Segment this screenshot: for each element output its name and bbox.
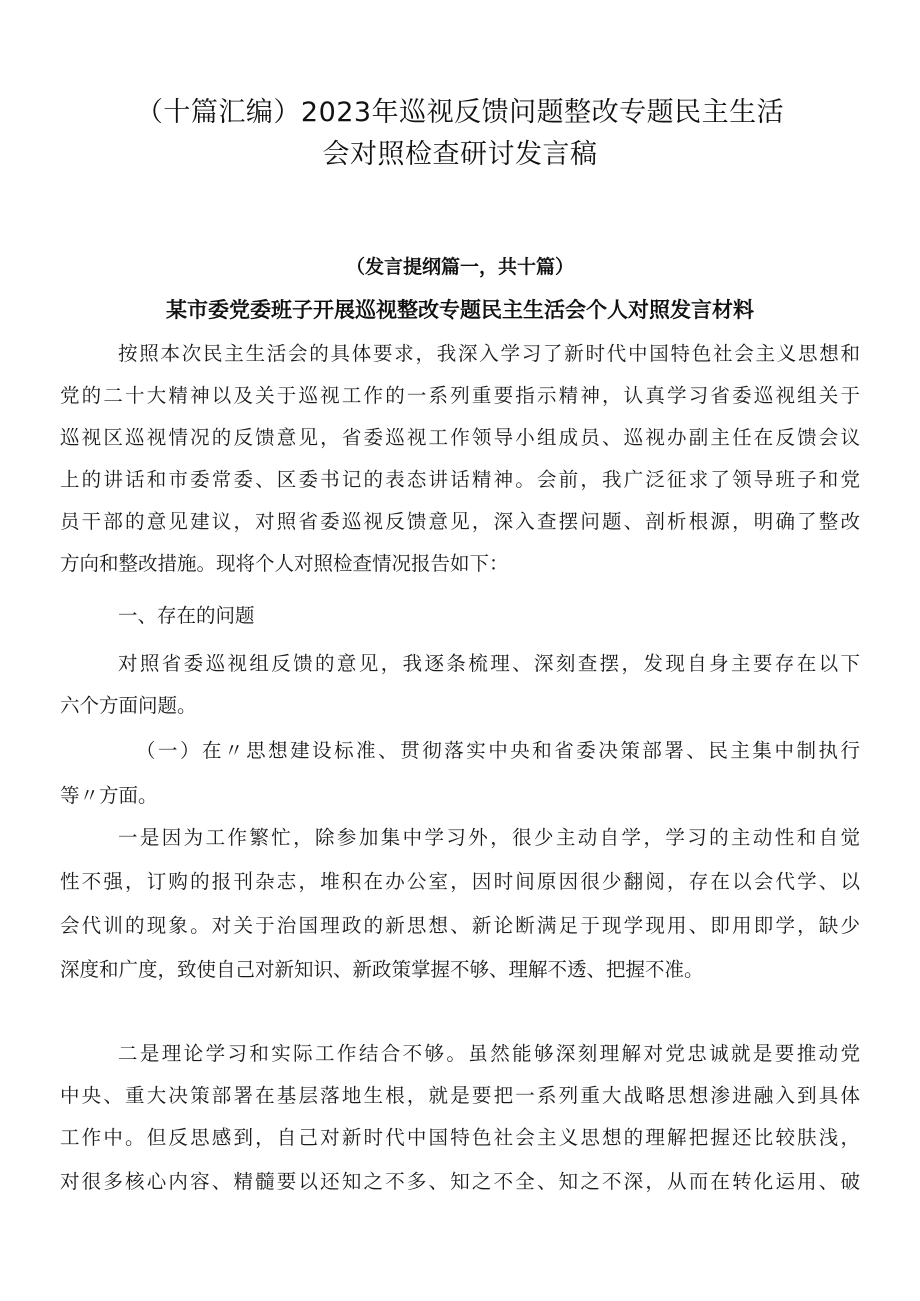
paragraph-1-line-1: 按照本次民主生活会的具体要求，我深入学习了新时代中国特色社会主义思想和 [118, 342, 860, 365]
subsection-1-line-1: （一）在〃思想建设标准、贯彻落实中央和省委决策部署、民主集中制执行 [136, 739, 860, 762]
paragraph-3-line-4: 深度和广度，致使自己对新知识、新政策掌握不够、理解不透、把握不准。 [60, 958, 704, 981]
subsection-1-line-2: 等〃方面。 [60, 784, 158, 807]
paragraph-2-line-1: 对照省委巡视组反馈的意见，我逐条梳理、深刻查摆，发现自身主要存在以下 [118, 652, 860, 675]
paragraph-4-line-4: 对很多核心内容、精髓要以还知之不多、知之不全、知之不深，从而在转化运用、破 [60, 1170, 860, 1193]
paragraph-3-line-1: 一是因为工作繁忙，除参加集中学习外，很少主动自学，学习的主动性和自觉 [118, 826, 860, 849]
paragraph-1-line-2: 党的二十大精神以及关于巡视工作的一系列重要指示精神，认真学习省委巡视组关于 [60, 384, 860, 407]
paragraph-3-line-2: 性不强，订购的报刊杂志，堆积在办公室，因时间原因很少翻阅，存在以会代学、以 [60, 870, 860, 893]
paragraph-3-line-3: 会代训的现象。对关于治国理政的新思想、新论断满足于现学现用、即用即学，缺少 [60, 914, 860, 937]
paragraph-4-line-3: 工作中。但反思感到，自己对新时代中国特色社会主义思想的理解把握还比较肤浅， [60, 1126, 860, 1149]
paragraph-1-line-5: 员干部的意见建议，对照省委巡视反馈意见，深入查摆问题、剖析根源，明确了整改 [60, 510, 860, 533]
paragraph-4-line-1: 二是理论学习和实际工作结合不够。虽然能够深刻理解对党忠诚就是要推动党 [118, 1042, 860, 1065]
document-title-line-2: 会对照检查研讨发言稿 [322, 139, 598, 170]
document-subtitle: （发言提纲篇一，共十篇） [345, 256, 574, 278]
paragraph-4-line-2: 中央、重大决策部署在基层落地生根，就是要把一系列重大战略思想渗进融入到具体 [60, 1084, 860, 1107]
paragraph-2-line-2: 六个方面问题。 [60, 694, 197, 717]
paragraph-1-line-6: 方向和整改措施。现将个人对照检查情况报告如下： [60, 552, 509, 575]
paragraph-1-line-4: 上的讲话和市委常委、区委书记的表态讲话精神。会前，我广泛征求了领导班子和党 [60, 468, 860, 491]
section-1-heading: 一、存在的问题 [118, 604, 255, 627]
paragraph-1-line-3: 巡视区巡视情况的反馈意见，省委巡视工作领导小组成员、巡视办副主任在反馈会议 [60, 426, 860, 449]
section-heading: 某市委党委班子开展巡视整改专题民主生活会个人对照发言材料 [166, 298, 754, 322]
document-title-line-1: （十篇汇编）2023年巡视反馈问题整改专题民主生活 [135, 97, 785, 128]
